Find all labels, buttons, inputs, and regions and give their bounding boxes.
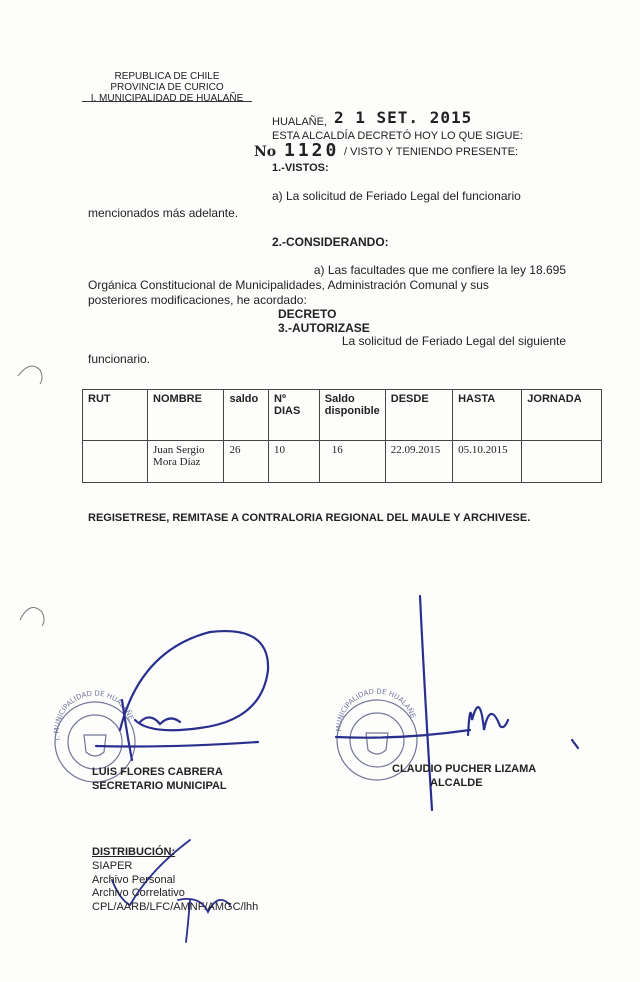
- col-header-saldo: saldo: [224, 390, 269, 441]
- autorizase-heading: 3.-AUTORIZASE: [278, 321, 370, 335]
- table-header-row: [83, 390, 602, 441]
- margin-marks: [18, 366, 44, 626]
- header-republica: REPUBLICA DE CHILE: [114, 71, 220, 82]
- right-signatory-title: ALCALDE: [430, 777, 483, 789]
- vistos-heading: 1.-VISTOS:: [272, 162, 329, 174]
- left-signature: [96, 631, 268, 760]
- table-row: [83, 441, 602, 483]
- col-header-disponible: Saldo disponible: [319, 390, 385, 441]
- col-header-hasta: HASTA: [453, 390, 522, 441]
- col-header-rut: RUT: [83, 390, 148, 441]
- distribution-item: Archivo Correlativo: [92, 887, 185, 899]
- right-signatory-name: CLAUDIO PUCHER LIZAMA: [392, 763, 537, 775]
- considerando-text-3: posteriores modificaciones, he acordado:: [88, 293, 307, 307]
- cell-jornada: [522, 441, 602, 483]
- left-seal-text: I. MUNICIPALIDAD DE HUALAÑE: [52, 689, 135, 742]
- cell-rut: [83, 441, 148, 483]
- vistos-text-2: mencionados más adelante.: [88, 206, 239, 220]
- distribution-heading: DISTRIBUCIÓN:: [92, 846, 176, 858]
- closing-text: REGISETRESE, REMITASE A CONTRALORIA REGIONAL DEL MAULE Y ARCHIVESE.: [88, 512, 531, 524]
- col-header-jornada: JORNADA: [522, 390, 602, 441]
- distribution-item: CPL/AARB/LFC/AMNF/AMGC/lhh: [92, 900, 259, 913]
- header-underline: [82, 101, 252, 102]
- cell-desde: 22.09.2015: [385, 441, 452, 483]
- cell-disponible: 16: [319, 441, 385, 483]
- decree-number: 1120: [284, 140, 340, 161]
- autorizase-text-2: funcionario.: [88, 352, 151, 366]
- right-seal-text: I. MUNICIPALIDAD DE HUALAÑE: [334, 687, 417, 740]
- cell-hasta: 05.10.2015: [453, 441, 522, 483]
- col-header-dias: Nº DIAS: [269, 390, 320, 441]
- col-header-desde: DESDE: [385, 390, 452, 441]
- considerando-text-2: Orgánica Constitucional de Municipalidades, Administración Comunal y sus: [88, 278, 489, 292]
- considerando-heading: 2.-CONSIDERANDO:: [272, 235, 389, 249]
- place: HUALAÑE,: [272, 116, 328, 128]
- col-header-nombre: NOMBRE: [148, 390, 224, 441]
- header-provincia: PROVINCIA DE CURICO: [110, 82, 224, 93]
- cell-nombre: Juan Sergio Mora Díaz: [148, 441, 224, 483]
- left-signatory-title: SECRETARIO MUNICIPAL: [92, 780, 227, 792]
- feriado-table: [82, 389, 602, 483]
- decree-line: ESTA ALCALDÍA DECRETÓ HOY LO QUE SIGUE:: [272, 130, 523, 142]
- number-prefix: No: [254, 144, 277, 160]
- date-stamp: 2 1 SET. 2015: [334, 108, 473, 127]
- distribution-list: [92, 860, 258, 914]
- decreto-heading: DECRETO: [278, 307, 337, 321]
- distribution-item: SIAPER: [92, 860, 133, 872]
- header-municipalidad: I. MUNICIPALIDAD DE HUALAÑE: [90, 93, 244, 104]
- left-signatory-name: LUIS FLORES CABRERA: [92, 766, 223, 778]
- visto-line: / VISTO Y TENIENDO PRESENTE:: [344, 146, 519, 158]
- considerando-text-1: a) Las facultades que me confiere la ley 18.695: [313, 263, 566, 277]
- cell-saldo: 26: [224, 441, 269, 483]
- autorizase-text-1: La solicitud de Feriado Legal del siguiente: [341, 334, 566, 348]
- cell-dias: 10: [269, 441, 320, 483]
- distribution-item: Archivo Personal: [92, 873, 176, 886]
- vistos-text-1: a) La solicitud de Feriado Legal del funcionario: [272, 189, 521, 203]
